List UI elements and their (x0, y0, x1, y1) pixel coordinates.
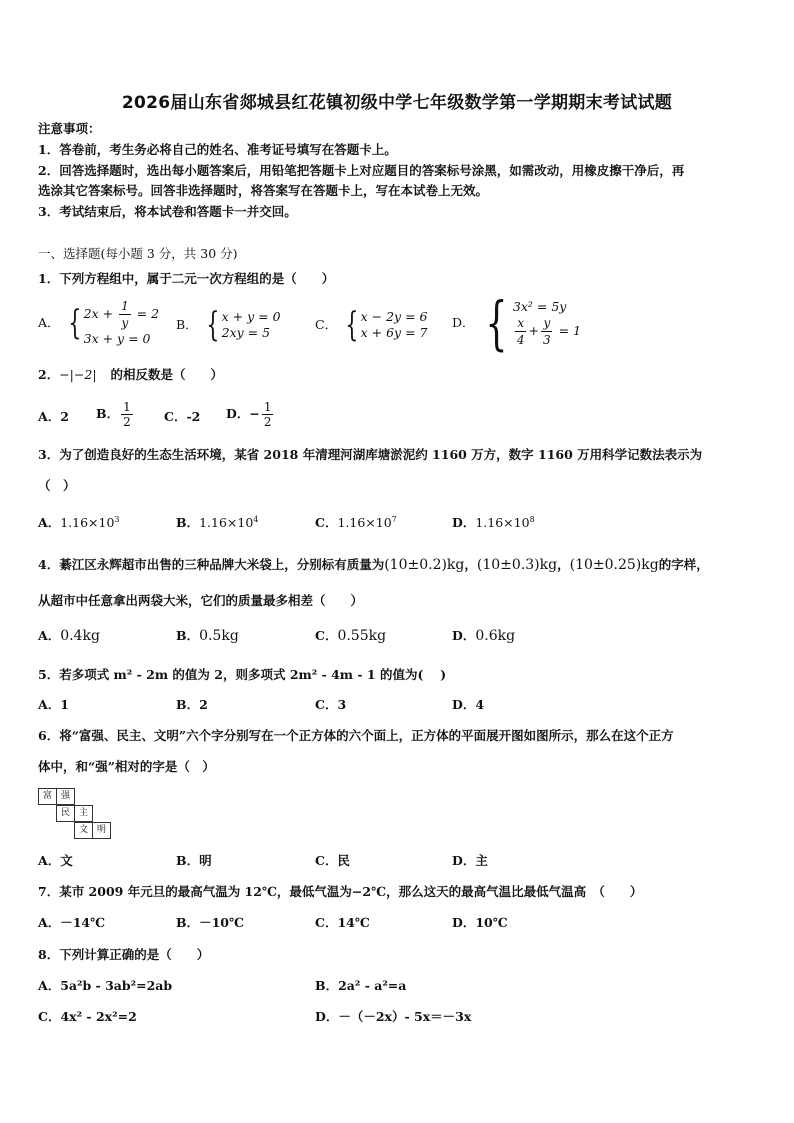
q8-option-c[interactable]: C．4x² - 2x²=2 (38, 1009, 137, 1024)
q2-option-a[interactable]: A．2 (38, 409, 69, 424)
brace-icon: { (485, 289, 508, 357)
q6-stem-2: 体中，和“强”相对的字是（ ） (38, 759, 215, 774)
brace-icon: { (345, 305, 359, 345)
page-title: 2026届山东省郯城县红花镇初级中学七年级数学第一学期期末考试试题 (121, 93, 673, 113)
q2-option-c[interactable]: C．-2 (164, 409, 201, 424)
q3-stem-2: （ ） (38, 478, 76, 493)
q2-option-b[interactable]: B． $\frac{1}{2}$ (96, 400, 131, 429)
q6-option-a[interactable]: A．文 (38, 853, 73, 868)
net-cell: 文 (74, 822, 93, 839)
q6-option-d[interactable]: D．主 (452, 853, 488, 868)
note-1: 1．答卷前，考生务必将自己的姓名、准考证号填写在答题卡上。 (38, 142, 397, 157)
q2-option-d[interactable]: D．− $\frac{1}{2}$ (226, 400, 272, 429)
q8-stem: 8．下列计算正确的是（ ） (38, 947, 210, 962)
q4-option-d[interactable]: D．0.6kg (452, 628, 516, 644)
q3-option-a[interactable]: A．$1.16\times 10^3$ (38, 514, 120, 530)
q4-option-b[interactable]: B．0.5kg (176, 628, 239, 644)
brace-icon: { (68, 302, 82, 343)
q1-option-d[interactable]: D． { 3x² = 5y $\frac{x}{4}$ + $\frac{y}{3}$ = 1 (452, 289, 582, 357)
q3-stem-1: 3．为了创造良好的生态生活环境，某省 2018 年清理河湖库塘淤泥约 1160 万方，数字 1160 万用科学记数法表示为 (38, 447, 703, 462)
q6-stem-1: 6．将“富强、民主、文明”六个字分别写在一个正方体的六个面上，正方体的平面展开图如图所示，那么在这个正方 (38, 728, 674, 743)
q5-option-c[interactable]: C．3 (315, 697, 347, 712)
q1-option-b[interactable]: B． { x + y = 0 2xy = 5 (176, 305, 281, 345)
notes-heading: 注意事项： (38, 121, 101, 136)
q1-option-c[interactable]: C． { x − 2y = 6 x + 6y = 7 (315, 305, 428, 345)
net-cell: 强 (56, 788, 75, 805)
q1-stem: 1．下列方程组中，属于二元一次方程组的是（ ） (38, 271, 335, 286)
q7-option-d[interactable]: D．10℃ (452, 915, 508, 930)
q7-option-b[interactable]: B．－10℃ (176, 915, 244, 930)
q3-option-d[interactable]: D．$1.16\times 10^8$ (452, 514, 535, 530)
q7-option-a[interactable]: A．－14℃ (38, 915, 106, 930)
net-cell: 主 (74, 805, 93, 822)
q1-option-a[interactable]: A． { 2x + $\frac{1}{y}$ = 2 3x + y = 0 (38, 299, 160, 346)
note-3: 3．考试结束后，将本试卷和答题卡一并交回。 (38, 204, 297, 219)
q3-option-c[interactable]: C．$1.16\times 10^7$ (315, 514, 397, 530)
q4-stem-2: 从超市中任意拿出两袋大米，它们的质量最多相差（ ） (38, 593, 364, 608)
q7-stem: 7．某市 2009 年元旦的最高气温为 12℃，最低气温为−2℃，那么这天的最高气温比最低气温高 （ ） (38, 884, 643, 899)
q8-option-a[interactable]: A．5a²b - 3ab²=2ab (38, 978, 173, 993)
q2-stem: 2．−|−2| 的相反数是（ ） (38, 367, 224, 382)
net-cell: 民 (56, 805, 75, 822)
section-heading: 一、选择题(每小题 3 分，共 30 分) (38, 246, 238, 261)
q7-option-c[interactable]: C．14℃ (315, 915, 370, 930)
q4-stem-1: 4．綦江区永辉超市出售的三种品牌大米袋上，分别标有质量为(10±0.2)kg，(10±0.3)kg，(10±0.25)kg的字样， (38, 557, 709, 573)
net-cell: 富 (38, 788, 57, 805)
note-2a: 2．回答选择题时，选出每小题答案后，用铅笔把答题卡上对应题目的答案标号涂黑，如需改动，用橡皮擦干净后，再 (38, 163, 685, 178)
q3-option-b[interactable]: B．$1.16\times 10^4$ (176, 514, 259, 530)
note-2b: 选涂其它答案标号。回答非选择题时，将答案写在答题卡上，写在本试卷上无效。 (38, 183, 489, 198)
q6-option-c[interactable]: C．民 (315, 853, 350, 868)
net-cell: 明 (92, 822, 111, 839)
q8-option-b[interactable]: B．2a² - a²=a (315, 978, 407, 993)
q5-option-a[interactable]: A．1 (38, 697, 69, 712)
brace-icon: { (206, 305, 220, 345)
q5-option-b[interactable]: B．2 (176, 697, 208, 712)
q5-option-d[interactable]: D．4 (452, 697, 485, 712)
q8-option-d[interactable]: D．－（－2x）- 5x＝－3x (315, 1009, 472, 1024)
q6-option-b[interactable]: B．明 (176, 853, 212, 868)
q5-stem: 5．若多项式 m² - 2m 的值为 2，则多项式 2m² - 4m - 1 的值为( ) (38, 667, 447, 682)
q4-option-a[interactable]: A．0.4kg (38, 628, 100, 644)
q4-option-c[interactable]: C．0.55kg (315, 628, 387, 644)
